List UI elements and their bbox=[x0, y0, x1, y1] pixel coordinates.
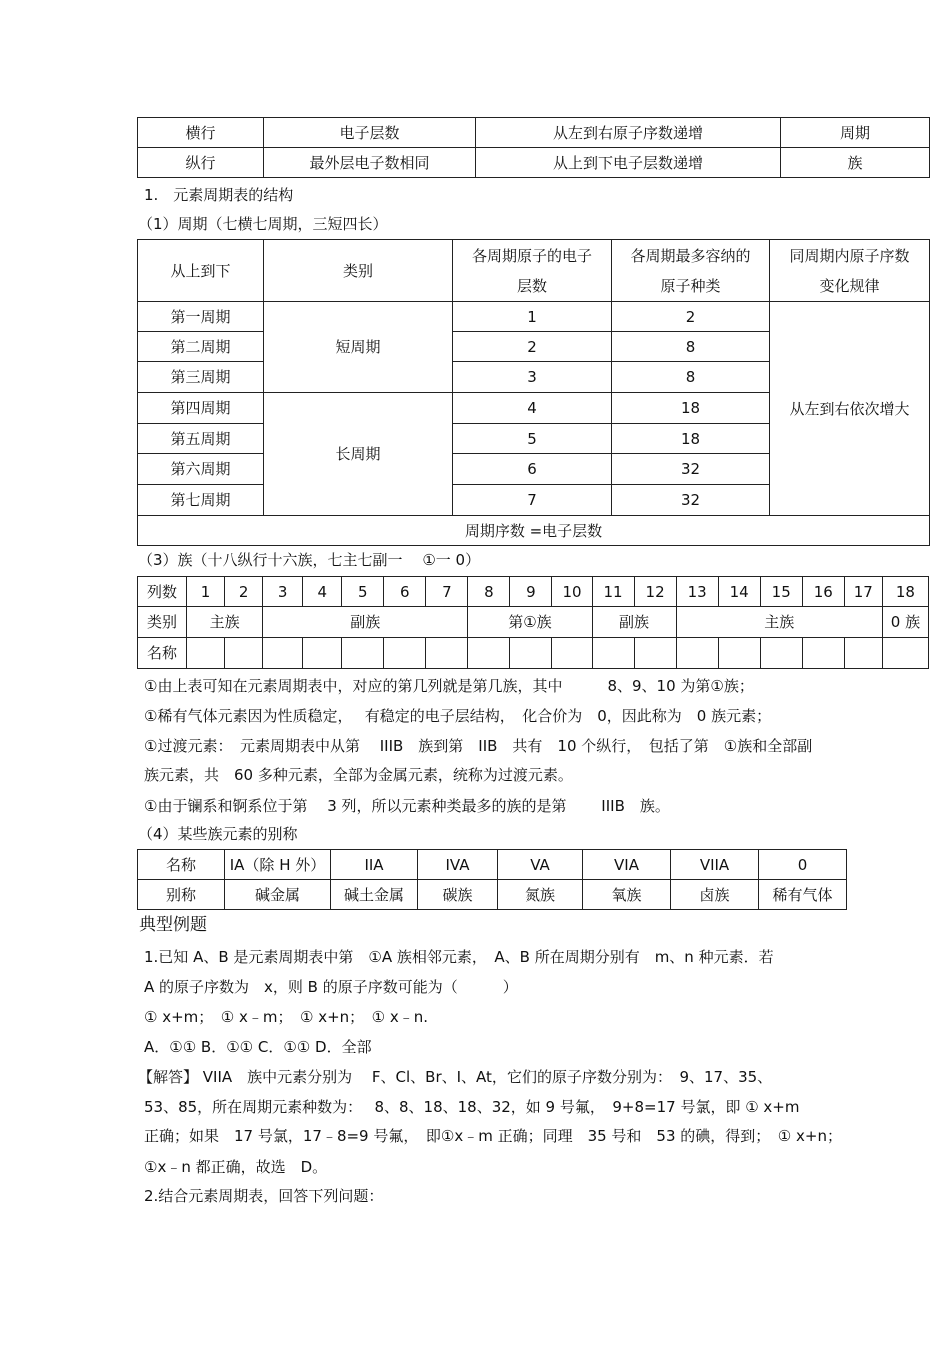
period-count: 2 bbox=[612, 302, 770, 332]
cell: 族 bbox=[781, 148, 930, 178]
example-line: 53、85，所在周期元素种数为： 8、8、18、18、32，如 9 号氟， 9+8=17 号氯，即 ① x+m bbox=[144, 1098, 800, 1116]
alias-cell: 碳族 bbox=[418, 880, 498, 910]
period-name: 第六周期 bbox=[138, 454, 264, 485]
cell: 最外层电子数相同 bbox=[264, 148, 476, 178]
name-cell bbox=[592, 638, 634, 669]
alias-cell: 稀有气体 bbox=[759, 880, 847, 910]
name-cell bbox=[760, 638, 802, 669]
period-count: 18 bbox=[612, 393, 770, 424]
column-number: 7 bbox=[426, 577, 468, 607]
top-table bbox=[137, 117, 930, 178]
column-number: 5 bbox=[342, 577, 384, 607]
period-layers: 3 bbox=[453, 362, 612, 393]
period-layers: 7 bbox=[453, 485, 612, 516]
name-cell bbox=[426, 638, 468, 669]
note-line: ①由于镧系和锕系位于第 3 列，所以元素种类最多的族的是第 IIIB 族。 bbox=[144, 797, 670, 815]
name-cell bbox=[187, 638, 225, 669]
alias-cell: 氧族 bbox=[583, 880, 671, 910]
column-number: 4 bbox=[303, 577, 342, 607]
alias-cell: IA（除 H 外） bbox=[225, 850, 331, 880]
example-line: ① x+m； ① x﹣m； ① x+n； ① x﹣n. bbox=[144, 1008, 429, 1026]
header-cell: 各周期原子的电子 层数 bbox=[453, 240, 612, 302]
cell: 横行 bbox=[138, 118, 264, 148]
period-name: 第四周期 bbox=[138, 393, 264, 424]
column-number: 9 bbox=[510, 577, 552, 607]
subsection-heading: （1）周期（七横七周期，三短四长） bbox=[138, 215, 388, 233]
alias-cell: VIA bbox=[583, 850, 671, 880]
header-cell: 从上到下 bbox=[138, 240, 264, 302]
section-heading: 1. 元素周期表的结构 bbox=[144, 186, 294, 204]
example-line: 【解答】 VIIA 族中元素分别为 F、Cl、Br、I、At，它们的原子序数分别为： 9、17、35、 bbox=[138, 1068, 773, 1086]
name-cell bbox=[384, 638, 426, 669]
period-footer: 周期序数 =电子层数 bbox=[138, 516, 930, 546]
period-layers: 5 bbox=[453, 424, 612, 454]
alias-cell: 卤族 bbox=[671, 880, 759, 910]
period-count: 18 bbox=[612, 424, 770, 454]
column-number: 6 bbox=[384, 577, 426, 607]
row-label: 类别 bbox=[138, 607, 187, 638]
column-number: 13 bbox=[676, 577, 718, 607]
period-count: 32 bbox=[612, 454, 770, 485]
name-cell bbox=[552, 638, 592, 669]
category-main: 主族 bbox=[187, 607, 263, 638]
row-label: 列数 bbox=[138, 577, 187, 607]
note-line: ①过渡元素： 元素周期表中从第 IIIB 族到第 IIB 共有 10 个纵行， 包括了第 ①族和全部副 bbox=[144, 737, 813, 755]
column-number: 10 bbox=[552, 577, 592, 607]
name-cell bbox=[342, 638, 384, 669]
category-eighth: 第①族 bbox=[468, 607, 592, 638]
column-number: 15 bbox=[760, 577, 802, 607]
name-cell bbox=[676, 638, 718, 669]
name-cell bbox=[844, 638, 882, 669]
subsection-heading: （3）族（十八纵行十六族，七主七副一 ①一 0） bbox=[138, 551, 481, 569]
category-zero: 0 族 bbox=[882, 607, 928, 638]
period-layers: 2 bbox=[453, 332, 612, 362]
category-main: 主族 bbox=[676, 607, 882, 638]
header-cell: 同周期内原子序数 变化规律 bbox=[770, 240, 930, 302]
cell: 从左到右原子序数递增 bbox=[476, 118, 781, 148]
example-line: ①x﹣n 都正确，故选 D。 bbox=[144, 1158, 328, 1176]
column-number: 11 bbox=[592, 577, 634, 607]
column-number: 3 bbox=[263, 577, 303, 607]
header-cell: 类别 bbox=[264, 240, 453, 302]
period-layers: 1 bbox=[453, 302, 612, 332]
column-number: 12 bbox=[634, 577, 676, 607]
alias-cell: 别称 bbox=[138, 880, 225, 910]
period-name: 第七周期 bbox=[138, 485, 264, 516]
period-count: 8 bbox=[612, 362, 770, 393]
alias-cell: IVA bbox=[418, 850, 498, 880]
cell: 电子层数 bbox=[264, 118, 476, 148]
period-count: 32 bbox=[612, 485, 770, 516]
row-label: 名称 bbox=[138, 638, 187, 669]
cell: 周期 bbox=[781, 118, 930, 148]
period-layers: 6 bbox=[453, 454, 612, 485]
period-count: 8 bbox=[612, 332, 770, 362]
period-rule: 从左到右依次增大 bbox=[770, 302, 930, 516]
alias-cell: VA bbox=[498, 850, 583, 880]
period-name: 第五周期 bbox=[138, 424, 264, 454]
example-line: A 的原子序数为 x，则 B 的原子序数可能为（ ） bbox=[144, 978, 518, 996]
period-category-short: 短周期 bbox=[264, 302, 453, 393]
alias-cell: VIIA bbox=[671, 850, 759, 880]
column-number: 14 bbox=[718, 577, 760, 607]
examples-heading: 典型例题 bbox=[139, 915, 207, 935]
alias-table bbox=[137, 849, 847, 910]
cell: 纵行 bbox=[138, 148, 264, 178]
note-line: ①稀有气体元素因为性质稳定， 有稳定的电子层结构， 化合价为 0，因此称为 0 族元素； bbox=[144, 707, 772, 725]
example-line: 正确；如果 17 号氯，17﹣8=9 号氟， 即①x﹣m 正确；同理 35 号和 53 的碘，得到； ① x+n； bbox=[144, 1127, 842, 1145]
name-cell bbox=[802, 638, 844, 669]
period-category-long: 长周期 bbox=[264, 393, 453, 516]
period-table bbox=[137, 239, 930, 546]
alias-cell: 名称 bbox=[138, 850, 225, 880]
alias-cell: 碱金属 bbox=[225, 880, 331, 910]
header-cell: 各周期最多容纳的 原子种类 bbox=[612, 240, 770, 302]
name-cell bbox=[718, 638, 760, 669]
alias-cell: 氮族 bbox=[498, 880, 583, 910]
period-layers: 4 bbox=[453, 393, 612, 424]
cell: 从上到下电子层数递增 bbox=[476, 148, 781, 178]
column-number: 16 bbox=[802, 577, 844, 607]
alias-cell: 0 bbox=[759, 850, 847, 880]
subsection-heading: （4）某些族元素的别称 bbox=[138, 825, 298, 843]
period-name: 第一周期 bbox=[138, 302, 264, 332]
column-number: 17 bbox=[844, 577, 882, 607]
column-number: 18 bbox=[882, 577, 928, 607]
name-cell bbox=[510, 638, 552, 669]
name-cell bbox=[468, 638, 510, 669]
alias-cell: IIA bbox=[331, 850, 418, 880]
column-number: 1 bbox=[187, 577, 225, 607]
example-line: 2.结合元素周期表，回答下列问题： bbox=[144, 1187, 384, 1205]
group-table bbox=[137, 576, 929, 669]
example-line: A．①① B．①① C．①① D．全部 bbox=[144, 1038, 372, 1056]
alias-cell: 碱土金属 bbox=[331, 880, 418, 910]
name-cell bbox=[634, 638, 676, 669]
example-line: 1.已知 A、B 是元素周期表中第 ①A 族相邻元素， A、B 所在周期分别有 m、n 种元素．若 bbox=[144, 948, 774, 966]
period-name: 第三周期 bbox=[138, 362, 264, 393]
name-cell bbox=[303, 638, 342, 669]
column-number: 8 bbox=[468, 577, 510, 607]
name-cell bbox=[882, 638, 928, 669]
category-sub: 副族 bbox=[263, 607, 468, 638]
note-line: 族元素，共 60 多种元素，全部为金属元素，统称为过渡元素。 bbox=[144, 766, 573, 784]
category-sub: 副族 bbox=[592, 607, 676, 638]
note-line: ①由上表可知在元素周期表中，对应的第几列就是第几族，其中 8、9、10 为第①族； bbox=[144, 677, 754, 695]
name-cell bbox=[225, 638, 263, 669]
period-name: 第二周期 bbox=[138, 332, 264, 362]
name-cell bbox=[263, 638, 303, 669]
column-number: 2 bbox=[225, 577, 263, 607]
